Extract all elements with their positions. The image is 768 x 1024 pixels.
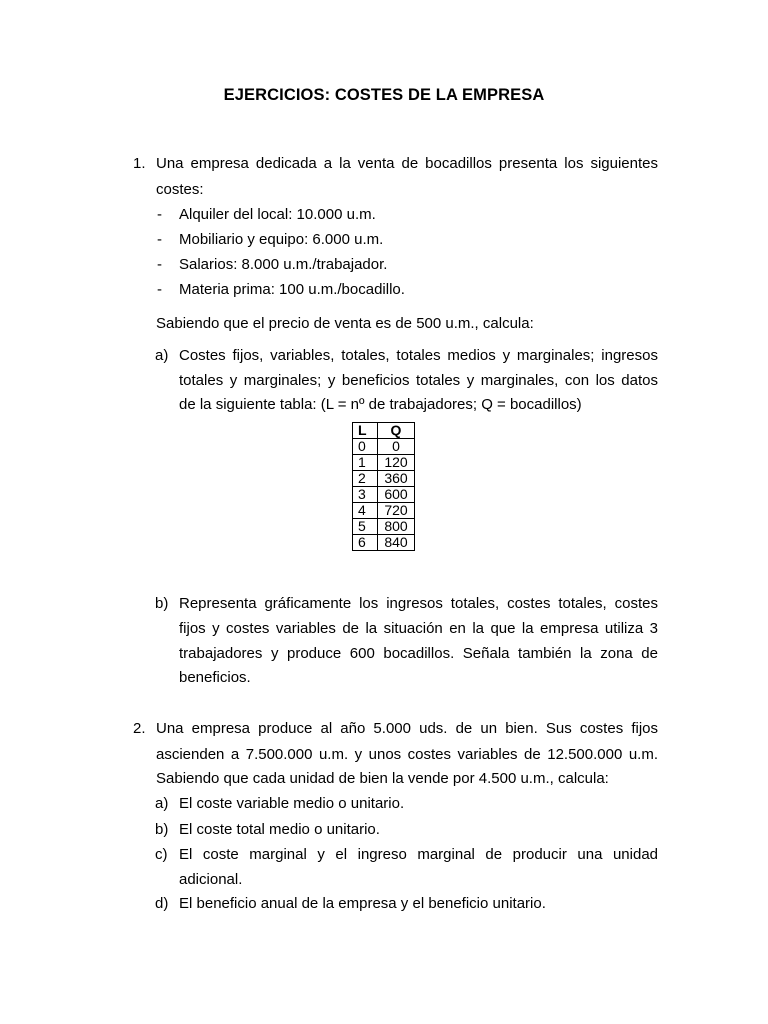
subquestion-line: El coste variable medio o unitario. bbox=[179, 795, 405, 812]
cell-l: 1 bbox=[353, 455, 378, 471]
cost-item: Salarios: 8.000 u.m./trabajador. bbox=[179, 256, 388, 273]
exercise-intro-line: ascienden a 7.500.000 u.m. y unos costes variables de 12.500.000 u.m. bbox=[156, 746, 658, 763]
bullet-dash: - bbox=[157, 206, 162, 223]
subquestion-marker: b) bbox=[155, 821, 169, 838]
cell-l: 5 bbox=[353, 519, 378, 535]
cell-l: 2 bbox=[353, 471, 378, 487]
subquestion-marker: c) bbox=[155, 846, 168, 863]
exercise-number: 1. bbox=[133, 155, 146, 172]
table-row bbox=[353, 503, 415, 519]
cell-q: 600 bbox=[378, 487, 415, 503]
table-row bbox=[353, 535, 415, 551]
subquestion-marker: a) bbox=[155, 347, 169, 364]
table-row bbox=[353, 439, 415, 455]
subquestion-line: fijos y costes variables de la situación en la que la empresa utiliza 3 bbox=[179, 620, 658, 637]
exercise-intro-line: Sabiendo que cada unidad de bien la vende por 4.500 u.m., calcula: bbox=[156, 770, 609, 787]
cell-q: 840 bbox=[378, 535, 415, 551]
exercise-intro-line: costes: bbox=[156, 181, 204, 198]
column-header-q: Q bbox=[378, 423, 415, 439]
table-row bbox=[353, 455, 415, 471]
cell-l: 4 bbox=[353, 503, 378, 519]
table-row bbox=[353, 519, 415, 535]
price-statement: Sabiendo que el precio de venta es de 500 u.m., calcula: bbox=[156, 315, 534, 332]
cell-q: 800 bbox=[378, 519, 415, 535]
subquestion-line: Representa gráficamente los ingresos totales, costes totales, costes bbox=[179, 595, 658, 612]
subquestion-marker: a) bbox=[155, 795, 169, 812]
cell-q: 720 bbox=[378, 503, 415, 519]
subquestion-line: El coste marginal y el ingreso marginal de producir una unidad bbox=[179, 846, 658, 863]
exercise-intro-line: Una empresa dedicada a la venta de bocadillos presenta los siguientes bbox=[156, 155, 658, 172]
cell-l: 3 bbox=[353, 487, 378, 503]
subquestion-line: totales y marginales; y beneficios totales y marginales, con los datos bbox=[179, 372, 658, 389]
table-row bbox=[353, 471, 415, 487]
subquestion-line: trabajadores y produce 600 bocadillos. Señala también la zona de bbox=[179, 645, 658, 662]
workers-output-table bbox=[352, 422, 415, 551]
subquestion-line: El beneficio anual de la empresa y el beneficio unitario. bbox=[179, 895, 546, 912]
subquestion-line: Costes fijos, variables, totales, totales medios y marginales; ingresos bbox=[179, 347, 658, 364]
document-title: EJERCICIOS: COSTES DE LA EMPRESA bbox=[223, 86, 545, 104]
table-row bbox=[353, 487, 415, 503]
cell-q: 360 bbox=[378, 471, 415, 487]
bullet-dash: - bbox=[157, 231, 162, 248]
cost-item: Mobiliario y equipo: 6.000 u.m. bbox=[179, 231, 384, 248]
subquestion-marker: b) bbox=[155, 595, 169, 612]
cell-l: 6 bbox=[353, 535, 378, 551]
subquestion-line: adicional. bbox=[179, 871, 243, 888]
exercise-intro-line: Una empresa produce al año 5.000 uds. de un bien. Sus costes fijos bbox=[156, 720, 658, 737]
cost-item: Alquiler del local: 10.000 u.m. bbox=[179, 206, 376, 223]
exercise-number: 2. bbox=[133, 720, 146, 737]
bullet-dash: - bbox=[157, 256, 162, 273]
subquestion-line: El coste total medio o unitario. bbox=[179, 821, 380, 838]
cost-item: Materia prima: 100 u.m./bocadillo. bbox=[179, 281, 405, 298]
cell-q: 0 bbox=[378, 439, 415, 455]
subquestion-line: beneficios. bbox=[179, 669, 251, 686]
bullet-dash: - bbox=[157, 281, 162, 298]
subquestion-marker: d) bbox=[155, 895, 169, 912]
subquestion-line: de la siguiente tabla: (L = nº de trabajadores; Q = bocadillos) bbox=[179, 396, 582, 413]
table-header-row bbox=[353, 423, 415, 439]
column-header-l: L bbox=[353, 423, 378, 439]
cell-l: 0 bbox=[353, 439, 378, 455]
cell-q: 120 bbox=[378, 455, 415, 471]
